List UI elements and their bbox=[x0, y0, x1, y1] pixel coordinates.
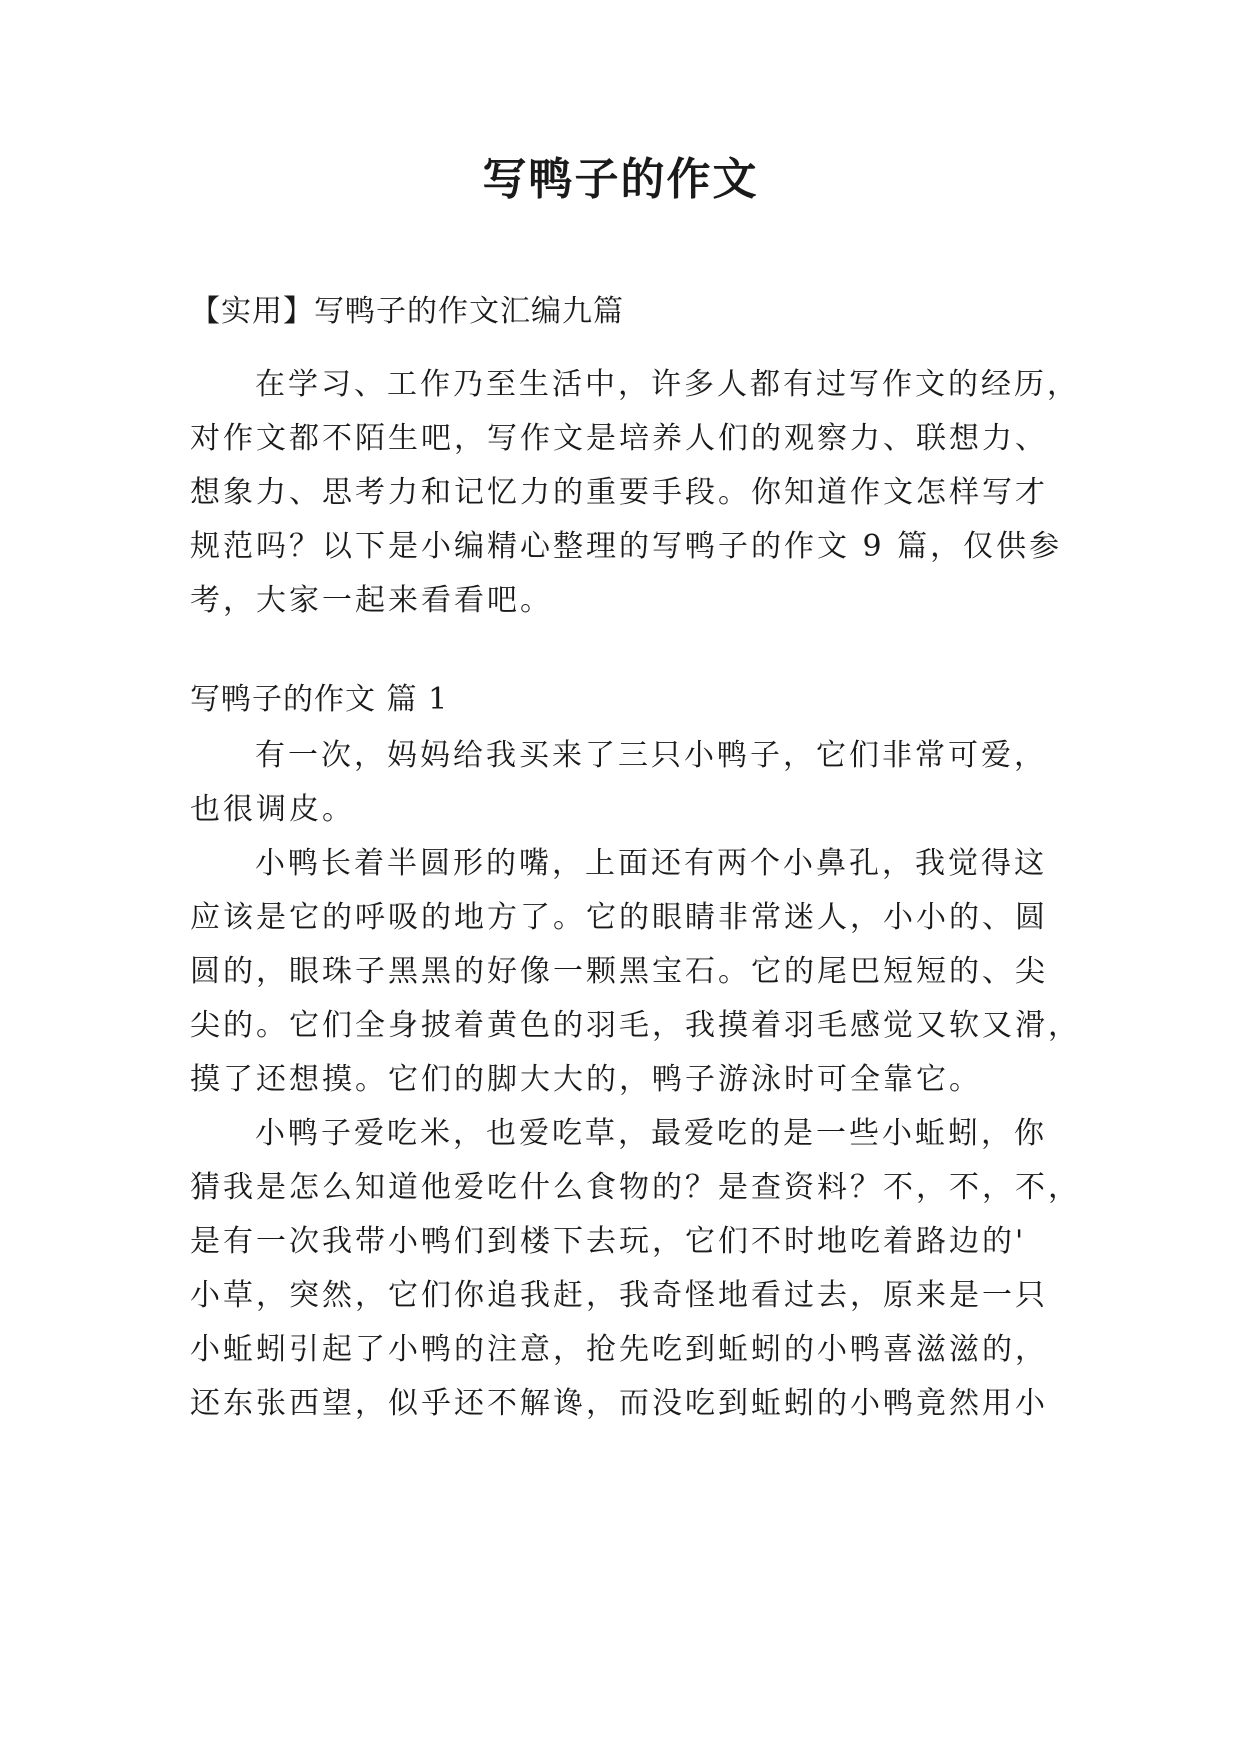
paragraph-line: 小蚯蚓引起了小鸭的注意，抢先吃到蚯蚓的小鸭喜滋滋的， bbox=[190, 1332, 1048, 1367]
paragraph-line: 圆的，眼珠子黑黑的好像一颗黑宝石。它的尾巴短短的、尖 bbox=[190, 954, 1048, 989]
paragraph-line: 小鸭子爱吃米，也爱吃草，最爱吃的是一些小蚯蚓，你 bbox=[255, 1116, 1047, 1151]
intro-line: 想象力、思考力和记忆力的重要手段。你知道作文怎样写才 bbox=[190, 475, 1048, 510]
paragraph-line: 是有一次我带小鸭们到楼下去玩，它们不时地吃着路边的' bbox=[190, 1224, 1027, 1259]
paragraph-line: 猜我是怎么知道他爱吃什么食物的？是查资料？不，不，不， bbox=[190, 1170, 1081, 1205]
paragraph-line: 小鸭长着半圆形的嘴，上面还有两个小鼻孔，我觉得这 bbox=[255, 846, 1047, 881]
paragraph-line: 应该是它的呼吸的地方了。它的眼睛非常迷人，小小的、圆 bbox=[190, 900, 1048, 935]
intro-line: 对作文都不陌生吧，写作文是培养人们的观察力、联想力、 bbox=[190, 421, 1048, 456]
paragraph-line: 尖的。它们全身披着黄色的羽毛，我摸着羽毛感觉又软又滑， bbox=[190, 1008, 1081, 1043]
paragraph-line: 小草，突然，它们你追我赶，我奇怪地看过去，原来是一只 bbox=[190, 1278, 1048, 1313]
section-heading: 写鸭子的作文 篇 1 bbox=[190, 682, 449, 717]
document-title: 写鸭子的作文 bbox=[482, 154, 759, 205]
paragraph-line: 还东张西望，似乎还不解谗，而没吃到蚯蚓的小鸭竟然用小 bbox=[190, 1386, 1048, 1421]
paragraph-line: 也很调皮。 bbox=[190, 792, 355, 827]
document-subtitle: 【实用】写鸭子的作文汇编九篇 bbox=[190, 294, 624, 329]
intro-line: 在学习、工作乃至生活中，许多人都有过写作文的经历， bbox=[255, 367, 1080, 402]
intro-line: 考，大家一起来看看吧。 bbox=[190, 583, 553, 618]
paragraph-line: 有一次，妈妈给我买来了三只小鸭子，它们非常可爱， bbox=[255, 738, 1047, 773]
intro-line: 规范吗？以下是小编精心整理的写鸭子的作文 9 篇，仅供参 bbox=[190, 529, 1063, 564]
paragraph-line: 摸了还想摸。它们的脚大大的，鸭子游泳时可全靠它。 bbox=[190, 1062, 982, 1097]
